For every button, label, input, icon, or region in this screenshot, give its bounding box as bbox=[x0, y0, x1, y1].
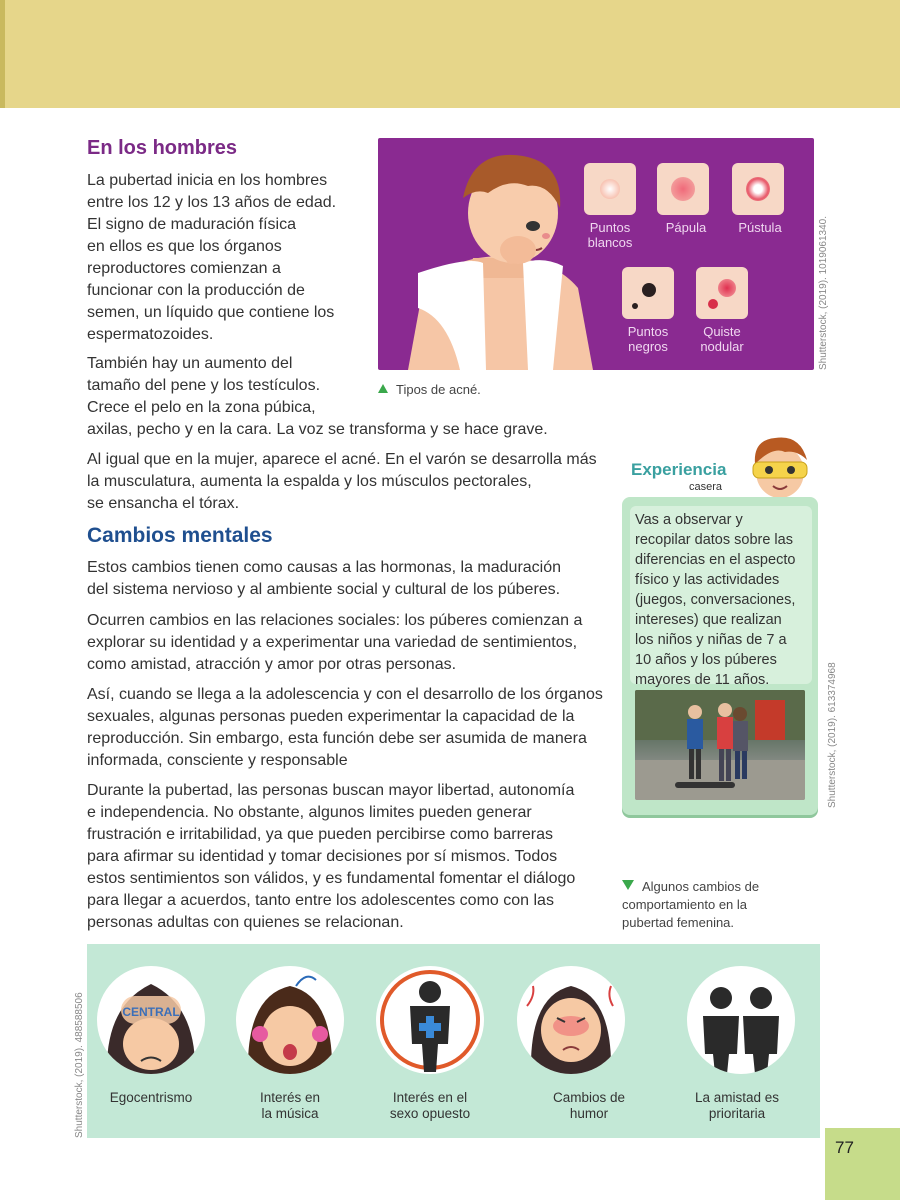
experience-subtitle: casera bbox=[689, 481, 723, 493]
acne-card-blackhead bbox=[622, 267, 674, 319]
label-mood: Cambios de humor bbox=[552, 1090, 626, 1121]
triangle-down-icon bbox=[622, 880, 634, 890]
text-line: El signo de maduración física bbox=[87, 216, 296, 233]
text-line: axilas, pecho y en la cara. La voz se transforma y se hace grave. bbox=[87, 421, 548, 438]
text-line: del sistema nervioso y al ambiente social y cultural de los púberes. bbox=[87, 581, 561, 598]
acne-card-nodular-cyst bbox=[696, 267, 748, 319]
caption-acne: Tipos de acné. bbox=[378, 381, 481, 399]
text-line: Así, cuando se llega a la adolescencia y con el desarrollo de los órganos bbox=[87, 686, 603, 703]
text-line: tamaño del pene y los testículos. bbox=[87, 377, 321, 394]
circle-opposite-sex bbox=[376, 966, 484, 1074]
text-line: También hay un aumento del bbox=[87, 355, 293, 372]
text-line: reproducción. Sin embargo, esta función debe ser asumida de manera bbox=[87, 730, 587, 747]
acne-label-papule: Pápula bbox=[665, 220, 707, 235]
experience-text: Vas a observar y recopilar datos sobre las diferencias en el aspecto físico y las actividades (juegos, conversaciones, intereses) que realizan los niños y niñas de 7 a 10 años y los púberes mayores de 11 años. bbox=[635, 512, 796, 688]
behavior-changes-band bbox=[87, 944, 820, 1138]
text-line: explorar su identidad y a experimentar una variedad de sentimientos, bbox=[87, 634, 578, 651]
boy-with-towel-illustration bbox=[378, 138, 608, 370]
acne-illustration bbox=[378, 138, 814, 370]
acne-card-pustule bbox=[732, 163, 784, 215]
page-number: 77 bbox=[835, 1138, 854, 1157]
music-girl-icon bbox=[236, 966, 344, 1074]
text-line: funcionar con la producción de bbox=[87, 282, 305, 299]
text-line: para llegar a acuerdos, tanto entre los adolescentes como con las bbox=[87, 892, 554, 909]
image-credit-acne: Shutterstock, (2019). 1019061340. bbox=[818, 216, 829, 370]
text-line: Al igual que en la mujer, aparece el acné. En el varón se desarrolla más bbox=[87, 451, 597, 468]
acne-card-whitehead bbox=[584, 163, 636, 215]
experience-title: Experiencia bbox=[631, 460, 727, 479]
section-title-men: En los hombres bbox=[87, 137, 238, 159]
image-credit-band: Shutterstock, (2019). 488588506 bbox=[74, 992, 85, 1138]
text-line: personas adultas con quienes se relacionan. bbox=[87, 914, 404, 931]
acne-label-blackhead: Puntos negros bbox=[627, 324, 669, 354]
label-music: Interés en la música bbox=[259, 1090, 321, 1121]
text-line: Ocurren cambios en las relaciones sociales: los púberes comienzan a bbox=[87, 612, 583, 629]
circle-friendship bbox=[687, 966, 795, 1074]
text-line: frustración e irritabilidad, ya que pueden percibirse como barreras bbox=[87, 826, 554, 843]
label-opposite-sex: Interés en el sexo opuesto bbox=[389, 1090, 471, 1121]
text-line: e independencia. No obstante, algunos limites pueden generar bbox=[87, 804, 532, 821]
friends-silhouette-icon bbox=[687, 966, 795, 1074]
text-line: Estos cambios tienen como causas a las hormonas, la maduración bbox=[87, 559, 562, 576]
label-friendship: La amistad es prioritaria bbox=[694, 1090, 780, 1121]
section-title-mental-changes: Cambios mentales bbox=[87, 524, 273, 547]
text-line: la musculatura, aumenta la espalda y los músculos pectorales, bbox=[87, 473, 532, 490]
acne-label-whitehead: Puntos blancos bbox=[587, 220, 633, 250]
angry-girl-icon bbox=[517, 966, 625, 1074]
text-line: Crece el pelo en la zona púbica, bbox=[87, 399, 316, 416]
acne-card-papule bbox=[657, 163, 709, 215]
page-number-tab bbox=[825, 1128, 900, 1200]
image-credit-kids: Shutterstock, (2019). 613374968 bbox=[827, 662, 838, 808]
text-line: espermatozoides. bbox=[87, 326, 214, 343]
text-line: informada, consciente y responsable bbox=[87, 752, 348, 769]
circle-egocentrism bbox=[97, 966, 205, 1074]
acne-label-pustule: Pústula bbox=[738, 220, 782, 235]
acne-label-nodular-cyst: Quiste nodular bbox=[700, 324, 744, 354]
text-line: estos sentimientos son válidos, y es fundamental fomentar el diálogo bbox=[87, 870, 576, 887]
brain-central-text: CENTRAL bbox=[122, 1005, 180, 1019]
text-line: para afirmar su identidad y tomar decisiones por sí mismos. Todos bbox=[87, 848, 558, 865]
caption-behavior-changes: Algunos cambios de comportamiento en la pubertad femenina. bbox=[622, 879, 760, 930]
heart-person-icon bbox=[376, 966, 484, 1074]
text-line: en ellos es que los órganos bbox=[87, 238, 282, 255]
text-line: entre los 12 y los 13 años de edad. bbox=[87, 194, 337, 211]
text-line: se ensancha el tórax. bbox=[87, 495, 240, 512]
text-line: semen, un líquido que contiene los bbox=[87, 304, 335, 321]
text-line: sexuales, algunas personas pueden experimentar la capacidad de la bbox=[87, 708, 575, 725]
scientist-kid-mascot bbox=[745, 432, 815, 498]
egocentric-girl-icon bbox=[97, 966, 205, 1074]
label-egocentrism: Egocentrismo bbox=[109, 1090, 193, 1105]
circle-mood-swings bbox=[517, 966, 625, 1074]
text-line: Durante la pubertad, las personas buscan mayor libertad, autonomía bbox=[87, 782, 575, 799]
kids-group-image bbox=[635, 690, 805, 800]
kids-street-photo bbox=[635, 690, 805, 800]
text-line: como amistad, atracción y amor por otras personas. bbox=[87, 656, 457, 673]
circle-music bbox=[236, 966, 344, 1074]
text-line: reproductores comienzan a bbox=[87, 260, 281, 277]
top-header-bar bbox=[0, 0, 900, 108]
top-header-edge bbox=[0, 0, 5, 108]
triangle-up-icon bbox=[378, 384, 388, 393]
text-line: La pubertad inicia en los hombres bbox=[87, 172, 328, 189]
